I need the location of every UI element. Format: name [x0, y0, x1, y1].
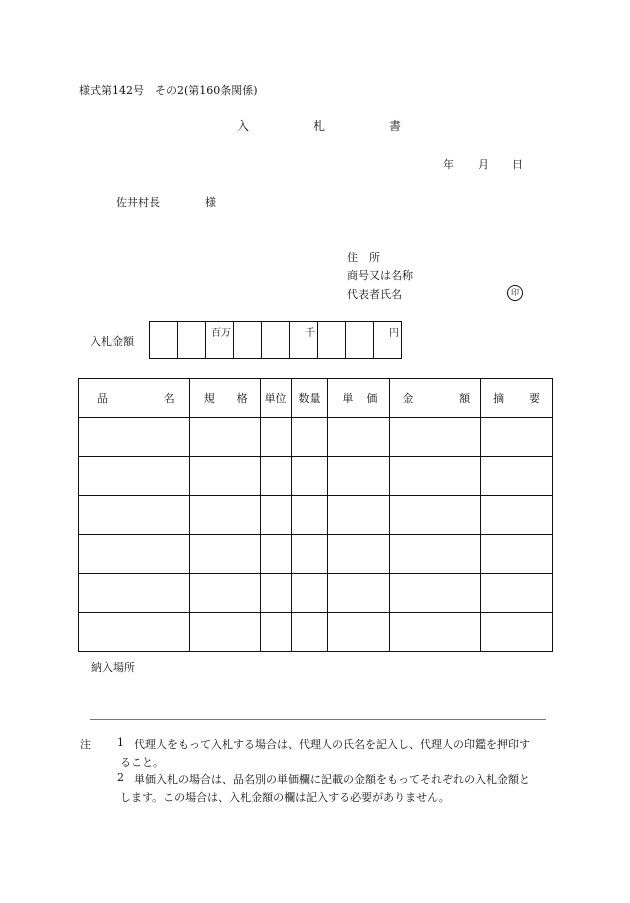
addressee: 佐井村長 [116, 196, 160, 209]
amount-digit-box[interactable] [346, 322, 374, 359]
note-line: 代理人をもって入札する場合は、代理人の氏名を記入し、代理人の印鑑を押印す [134, 738, 530, 751]
table-cell[interactable] [481, 457, 553, 496]
table-cell[interactable] [291, 418, 328, 457]
table-cell[interactable] [291, 613, 328, 652]
date-year: 年 [443, 158, 454, 171]
table-cell[interactable] [189, 574, 260, 613]
table-cell[interactable] [481, 574, 553, 613]
table-cell[interactable] [189, 457, 260, 496]
table-cell[interactable] [328, 535, 390, 574]
table-row [79, 574, 553, 613]
table-cell[interactable] [390, 457, 481, 496]
table-cell[interactable] [328, 613, 390, 652]
table-cell[interactable] [260, 457, 291, 496]
amount-digit-box[interactable]: 千 [290, 322, 318, 359]
note-line: します。この場合は、入札金額の欄は記入する必要がありません。 [120, 791, 450, 804]
table-cell[interactable] [481, 496, 553, 535]
address-label: 住 所 [347, 251, 380, 264]
title-char: 札 [313, 119, 326, 133]
amount-digit-box[interactable] [262, 322, 290, 359]
bid-amount-boxes [149, 321, 402, 359]
honorific: 様 [205, 196, 216, 209]
table-cell[interactable] [260, 496, 291, 535]
amount-digit-box[interactable]: 円 [374, 322, 402, 359]
items-body [79, 418, 553, 652]
table-header-row [79, 379, 553, 418]
delivery-place-label: 納入場所 [91, 661, 135, 674]
note-line: 単価入札の場合は、品名別の単価欄に記載の金額をもってそれぞれの入札金額と [134, 773, 530, 786]
note-number: 2 [117, 771, 124, 784]
notes-divider [90, 719, 546, 720]
document-title [237, 117, 401, 134]
title-char: 書 [389, 119, 402, 133]
table-cell[interactable] [390, 418, 481, 457]
header-remarks: 摘 要 [481, 379, 553, 418]
table-cell[interactable] [189, 418, 260, 457]
table-cell[interactable] [260, 535, 291, 574]
date-month: 月 [478, 158, 489, 171]
table-cell[interactable] [291, 496, 328, 535]
table-cell[interactable] [291, 457, 328, 496]
table-cell[interactable] [189, 613, 260, 652]
header-quantity: 数量 [291, 379, 328, 418]
table-cell[interactable] [328, 496, 390, 535]
table-cell[interactable] [328, 457, 390, 496]
header-unit-price: 単 価 [328, 379, 390, 418]
table-cell[interactable] [260, 574, 291, 613]
seal-mark: 印 [507, 285, 523, 301]
table-cell[interactable] [260, 613, 291, 652]
table-cell[interactable] [79, 496, 190, 535]
table-cell[interactable] [481, 418, 553, 457]
table-cell[interactable] [390, 496, 481, 535]
amount-digit-box[interactable] [150, 322, 178, 359]
table-cell[interactable] [260, 418, 291, 457]
table-cell[interactable] [291, 574, 328, 613]
representative-label: 代表者氏名 [347, 288, 402, 301]
table-cell[interactable] [481, 613, 553, 652]
table-cell[interactable] [390, 535, 481, 574]
date-day: 日 [512, 158, 523, 171]
note-line: ること。 [120, 756, 164, 769]
table-cell[interactable] [390, 574, 481, 613]
table-cell[interactable] [79, 535, 190, 574]
header-spec: 規 格 [189, 379, 260, 418]
table-row [79, 457, 553, 496]
notes-head: 注 [80, 738, 91, 751]
amount-digit-box[interactable]: 百万 [206, 322, 234, 359]
table-cell[interactable] [79, 574, 190, 613]
table-cell[interactable] [79, 418, 190, 457]
header-unit: 単位 [260, 379, 291, 418]
table-cell[interactable] [79, 613, 190, 652]
amount-digit-box[interactable] [178, 322, 206, 359]
table-cell[interactable] [189, 496, 260, 535]
header-product-name: 品 名 [79, 379, 190, 418]
table-cell[interactable] [328, 574, 390, 613]
form-number: 様式第142号 その2(第160条関係) [79, 84, 258, 97]
trade-name-label: 商号又は名称 [347, 269, 413, 282]
items-table [78, 378, 553, 652]
table-cell[interactable] [328, 418, 390, 457]
table-cell[interactable] [291, 535, 328, 574]
amount-digit-box[interactable] [318, 322, 346, 359]
bid-amount-label: 入札金額 [90, 335, 134, 348]
title-char: 入 [237, 119, 250, 133]
table-row [79, 418, 553, 457]
table-row [79, 535, 553, 574]
table-cell[interactable] [481, 535, 553, 574]
note-number: 1 [117, 736, 124, 749]
table-cell[interactable] [189, 535, 260, 574]
amount-digit-box[interactable] [234, 322, 262, 359]
header-amount: 金 額 [390, 379, 481, 418]
table-cell[interactable] [79, 457, 190, 496]
table-cell[interactable] [390, 613, 481, 652]
table-row [79, 613, 553, 652]
table-row [79, 496, 553, 535]
